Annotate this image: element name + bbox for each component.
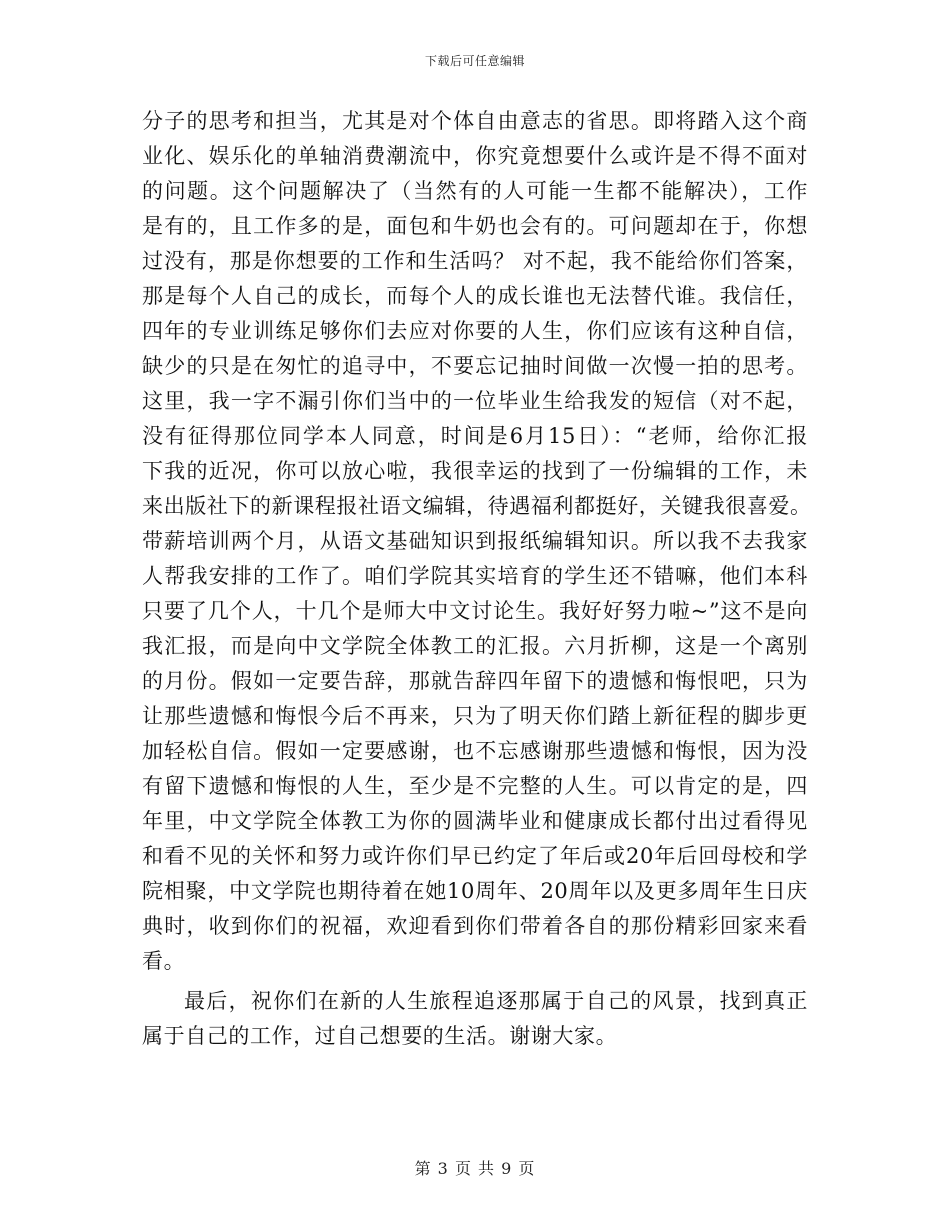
text-line: 那是每个人自己的成长，而每个人的成长谁也无法替代谁。我信任， <box>142 284 808 308</box>
text-line: 是有的，且工作多的是，面包和牛奶也会有的。可问题却在于，你想 <box>142 214 808 238</box>
text-line: 最后，祝你们在新的人生旅程追逐那属于自己的风景，找到真正 <box>184 989 808 1013</box>
text-line: 有留下遗憾和悔恨的人生，至少是不完整的人生。可以肯定的是，四 <box>142 774 808 798</box>
text-line: 业化、娱乐化的单轴消费潮流中，你究竟想要什么或许是不得不面对 <box>142 144 808 168</box>
text-line: 下我的近况，你可以放心啦，我很幸运的找到了一份编辑的工作，未 <box>142 459 808 483</box>
text-line: 典时，收到你们的祝福，欢迎看到你们带着各自的那份精彩回家来看 <box>142 914 808 938</box>
text-line: 过没有，那是你想要的工作和生活吗？ 对不起，我不能给你们答案， <box>142 249 808 273</box>
text-line: 分子的思考和担当，尤其是对个体自由意志的省思。即将踏入这个商 <box>142 109 808 133</box>
text-line: 的月份。假如一定要告辞，那就告辞四年留下的遗憾和悔恨吧，只为 <box>142 669 808 693</box>
paragraph <box>142 104 812 979</box>
text-line: 只要了几个人，十几个是师大中文讨论生。我好好努力啦~”这不是向 <box>142 599 808 623</box>
text-line: 和看不见的关怀和努力或许你们早已约定了年后或20年后回母校和学 <box>142 844 808 868</box>
text-line: 看。 <box>142 949 186 973</box>
text-line: 加轻松自信。假如一定要感谢，也不忘感谢那些遗憾和悔恨，因为没 <box>142 739 808 763</box>
text-line: 人帮我安排的工作了。咱们学院其实培育的学生还不错嘛，他们本科 <box>142 564 808 588</box>
text-line: 缺少的只是在匆忙的追寻中，不要忘记抽时间做一次慢一拍的思考。 <box>142 354 808 378</box>
page-header: 下载后可任意编辑 <box>424 54 525 68</box>
text-line: 年里，中文学院全体教工为你的圆满毕业和健康成长都付出过看得见 <box>142 809 808 833</box>
paragraph <box>142 984 808 1054</box>
page-footer: 第 3 页 共 9 页 <box>414 1159 536 1178</box>
document-body <box>142 104 812 1054</box>
text-line: 带薪培训两个月，从语文基础知识到报纸编辑知识。所以我不去我家 <box>142 529 808 553</box>
text-line: 来出版社下的新课程报社语文编辑，待遇福利都挺好，关键我很喜爱。 <box>142 494 812 518</box>
text-line: 四年的专业训练足够你们去应对你要的人生，你们应该有这种自信， <box>142 319 808 343</box>
text-line: 没有征得那位同学本人同意，时间是6月15日）：“老师，给你汇报 <box>142 424 808 448</box>
text-line: 院相聚，中文学院也期待着在她10周年、20周年以及更多周年生日庆 <box>142 879 808 903</box>
text-line: 属于自己的工作，过自己想要的生活。谢谢大家。 <box>142 1024 618 1048</box>
text-line: 的问题。这个问题解决了（当然有的人可能一生都不能解决），工作 <box>142 179 808 203</box>
text-line: 让那些遗憾和悔恨今后不再来，只为了明天你们踏上新征程的脚步更 <box>142 704 808 728</box>
text-line: 这里，我一字不漏引你们当中的一位毕业生给我发的短信（对不起， <box>142 389 808 413</box>
text-line: 我汇报，而是向中文学院全体教工的汇报。六月折柳，这是一个离别 <box>142 634 808 658</box>
